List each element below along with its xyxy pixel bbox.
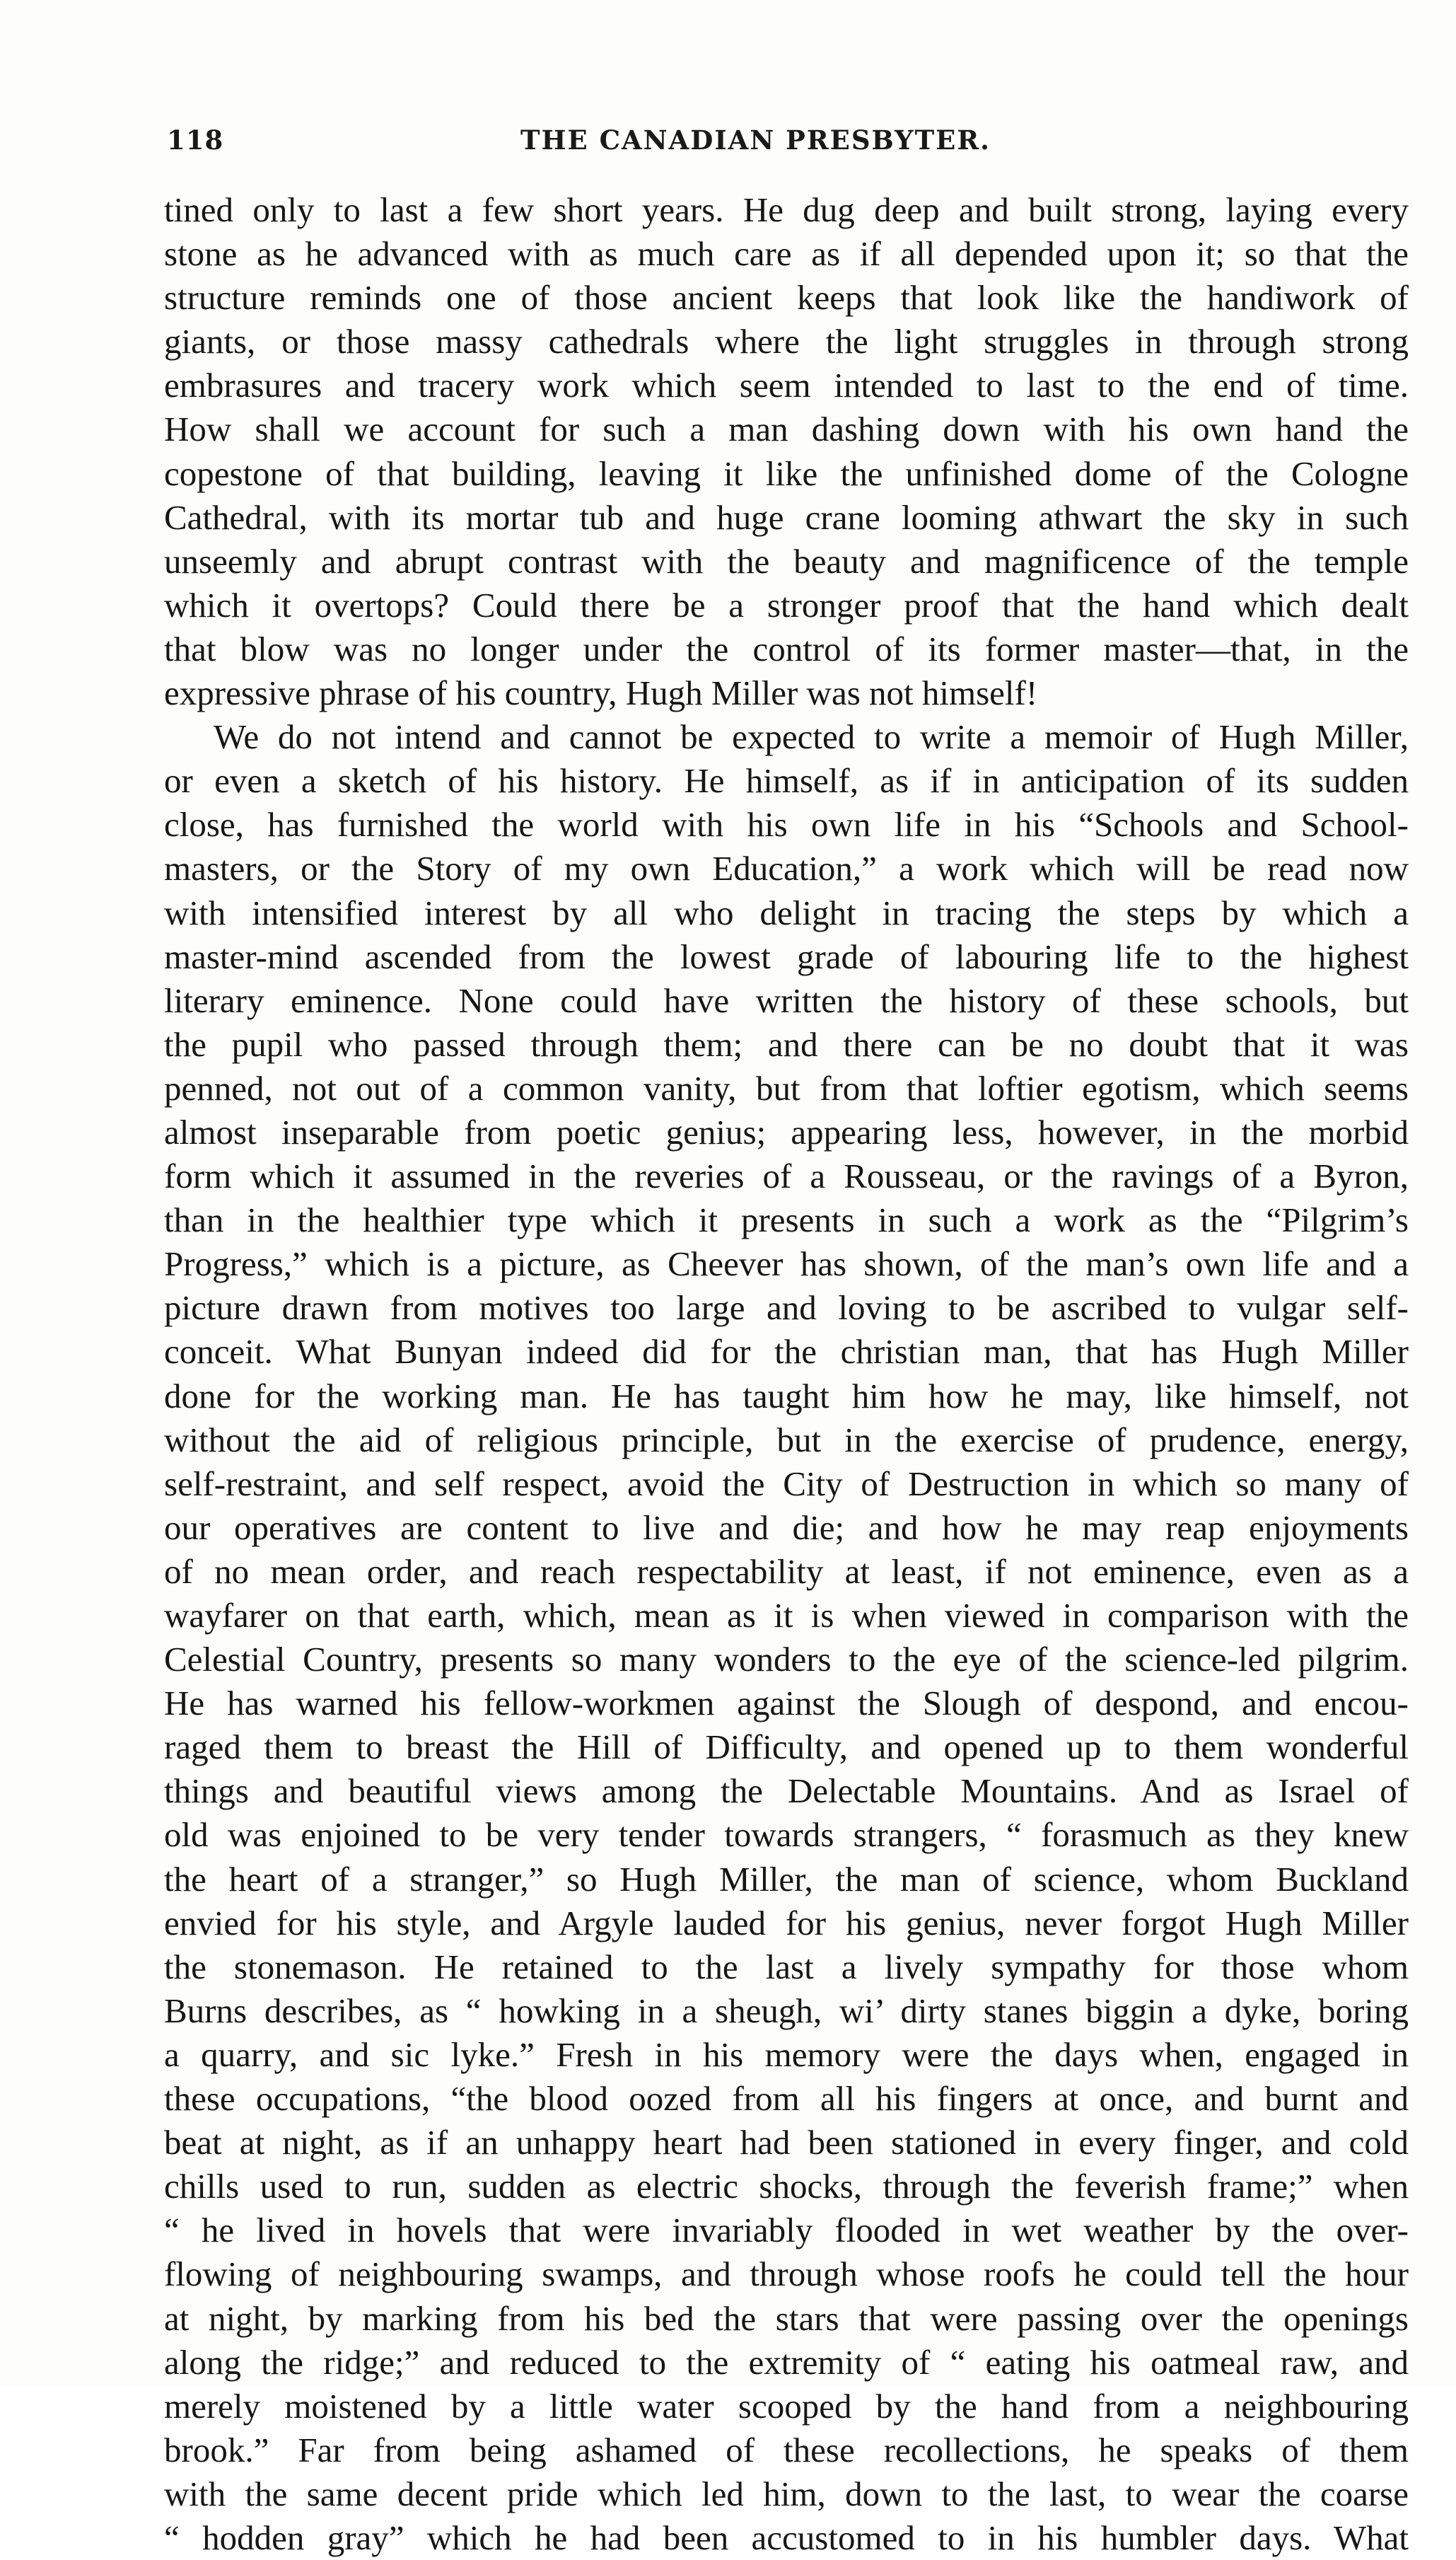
text-line: “ hodden gray” which he had been accustomed to in his humbler days. What — [164, 2518, 1409, 2557]
text-line: envied for his style, and Argyle lauded for his genius, never forgot Hugh Miller — [164, 1903, 1409, 1942]
text-line: close, has furnished the world with his own life in his “Schools and School- — [164, 805, 1409, 845]
text-line: without the aid of religious principle, but in the exercise of prudence, energy, — [164, 1420, 1409, 1459]
paragraph-start-line: We do not intend and cannot be expected to write a memoir of Hugh Miller, — [214, 717, 1409, 757]
text-line: brook.” Far from being ashamed of these recollections, he speaks of them — [164, 2430, 1409, 2469]
text-line: beat at night, as if an unhappy heart had been stationed in every finger, and cold — [164, 2123, 1409, 2162]
running-head — [167, 124, 1284, 167]
text-line: old was enjoined to be very tender towards strangers, “ forasmuch as they knew — [164, 1815, 1409, 1855]
text-line: stone as he advanced with as much care as if all depended upon it; so that the — [164, 234, 1409, 274]
text-line: raged them to breast the Hill of Difficulty, and opened up to them wonderful — [164, 1727, 1409, 1767]
text-line: along the ridge;” and reduced to the extremity of “ eating his oatmeal raw, and — [164, 2342, 1409, 2382]
text-line: tined only to last a few short years. He dug deep and built strong, laying every — [164, 190, 1409, 229]
text-line: literary eminence. None could have written the history of these schools, but — [164, 980, 1409, 1020]
text-line: unseemly and abrupt contrast with the beauty and magnificence of the temple — [164, 541, 1409, 581]
text-line: “ he lived in hovels that were invariably flooded in wet weather by the over- — [164, 2211, 1409, 2250]
text-line: things and beautiful views among the Delectable Mountains. And as Israel of — [164, 1771, 1409, 1811]
body-text — [164, 188, 1409, 2560]
text-line: wayfarer on that earth, which, mean as it is when viewed in comparison with the — [164, 1596, 1409, 1635]
text-line: the heart of a stranger,” so Hugh Miller, the man of science, whom Buckland — [164, 1859, 1409, 1899]
page-number: 118 — [167, 124, 224, 156]
text-line: How shall we account for such a man dashing down with his own hand the — [164, 410, 1409, 449]
text-line: master-mind ascended from the lowest grade of labouring life to the highest — [164, 937, 1409, 976]
text-line: which it overtops? Could there be a stronger proof that the hand which dealt — [164, 585, 1409, 625]
text-line: embrasures and tracery work which seem intended to last to the end of time. — [164, 366, 1409, 405]
text-line: expressive phrase of his country, Hugh Miller was not himself! — [164, 673, 1038, 713]
text-line: a quarry, and sic lyke.” Fresh in his memory were the days when, engaged in — [164, 2034, 1409, 2074]
text-line: conceit. What Bunyan indeed did for the christian man, that has Hugh Miller — [164, 1332, 1409, 1372]
text-line: Burns describes, as “ howking in a sheugh, wi’ dirty stanes biggin a dyke, boring — [164, 1991, 1409, 2030]
text-line: our operatives are content to live and die; and how he may reap enjoyments — [164, 1507, 1409, 1547]
text-line: that blow was no longer under the control of its former master—that, in the — [164, 629, 1409, 668]
text-line: almost inseparable from poetic genius; appearing less, however, in the morbid — [164, 1112, 1409, 1152]
text-line: merely moistened by a little water scooped by the hand from a neighbouring — [164, 2386, 1409, 2426]
text-line: flowing of neighbouring swamps, and through whose roofs he could tell the hour — [164, 2254, 1409, 2294]
text-line: these occupations, “the blood oozed from all his fingers at once, and burnt and — [164, 2079, 1409, 2119]
text-line: Progress,” which is a picture, as Cheever has shown, of the man’s own life and a — [164, 1244, 1409, 1284]
text-line: of no mean order, and reach respectability at least, if not eminence, even as a — [164, 1551, 1409, 1591]
text-line: at night, by marking from his bed the stars that were passing over the openings — [164, 2298, 1409, 2338]
text-line: penned, not out of a common vanity, but from that loftier egotism, which seems — [164, 1068, 1409, 1108]
text-line: chills used to run, sudden as electric shocks, through the feverish frame;” when — [164, 2167, 1409, 2206]
text-line: masters, or the Story of my own Education,” a work which will be read now — [164, 849, 1409, 888]
text-line: the stonemason. He retained to the last a lively sympathy for those whom — [164, 1947, 1409, 1986]
text-line: self-restraint, and self respect, avoid the City of Destruction in which so many of — [164, 1464, 1409, 1503]
text-line: done for the working man. He has taught him how he may, like himself, not — [164, 1376, 1409, 1415]
text-line: the pupil who passed through them; and there can be no doubt that it was — [164, 1024, 1409, 1064]
running-title: THE CANADIAN PRESBYTER. — [520, 124, 991, 156]
text-line: or even a sketch of his history. He himself, as if in anticipation of its sudden — [164, 761, 1409, 801]
text-line: form which it assumed in the reveries of a Rousseau, or the ravings of a Byron, — [164, 1157, 1409, 1196]
text-line: structure reminds one of those ancient keeps that look like the handiwork of — [164, 278, 1409, 318]
text-line: copestone of that building, leaving it like the unfinished dome of the Cologne — [164, 453, 1409, 493]
text-line: with intensified interest by all who delight in tracing the steps by which a — [164, 893, 1409, 932]
text-line: than in the healthier type which it presents in such a work as the “Pilgrim’s — [164, 1200, 1409, 1240]
text-line: Celestial Country, presents so many wonders to the eye of the science-led pilgrim. — [164, 1640, 1409, 1679]
text-line: picture drawn from motives too large and loving to be ascribed to vulgar self- — [164, 1288, 1409, 1328]
text-line: He has warned his fellow-workmen against the Slough of despond, and encou- — [164, 1684, 1409, 1723]
text-line: with the same decent pride which led him, down to the last, to wear the coarse — [164, 2474, 1409, 2513]
text-line: Cathedral, with its mortar tub and huge crane looming athwart the sky in such — [164, 497, 1409, 537]
text-line: giants, or those massy cathedrals where the light struggles in through strong — [164, 322, 1409, 361]
